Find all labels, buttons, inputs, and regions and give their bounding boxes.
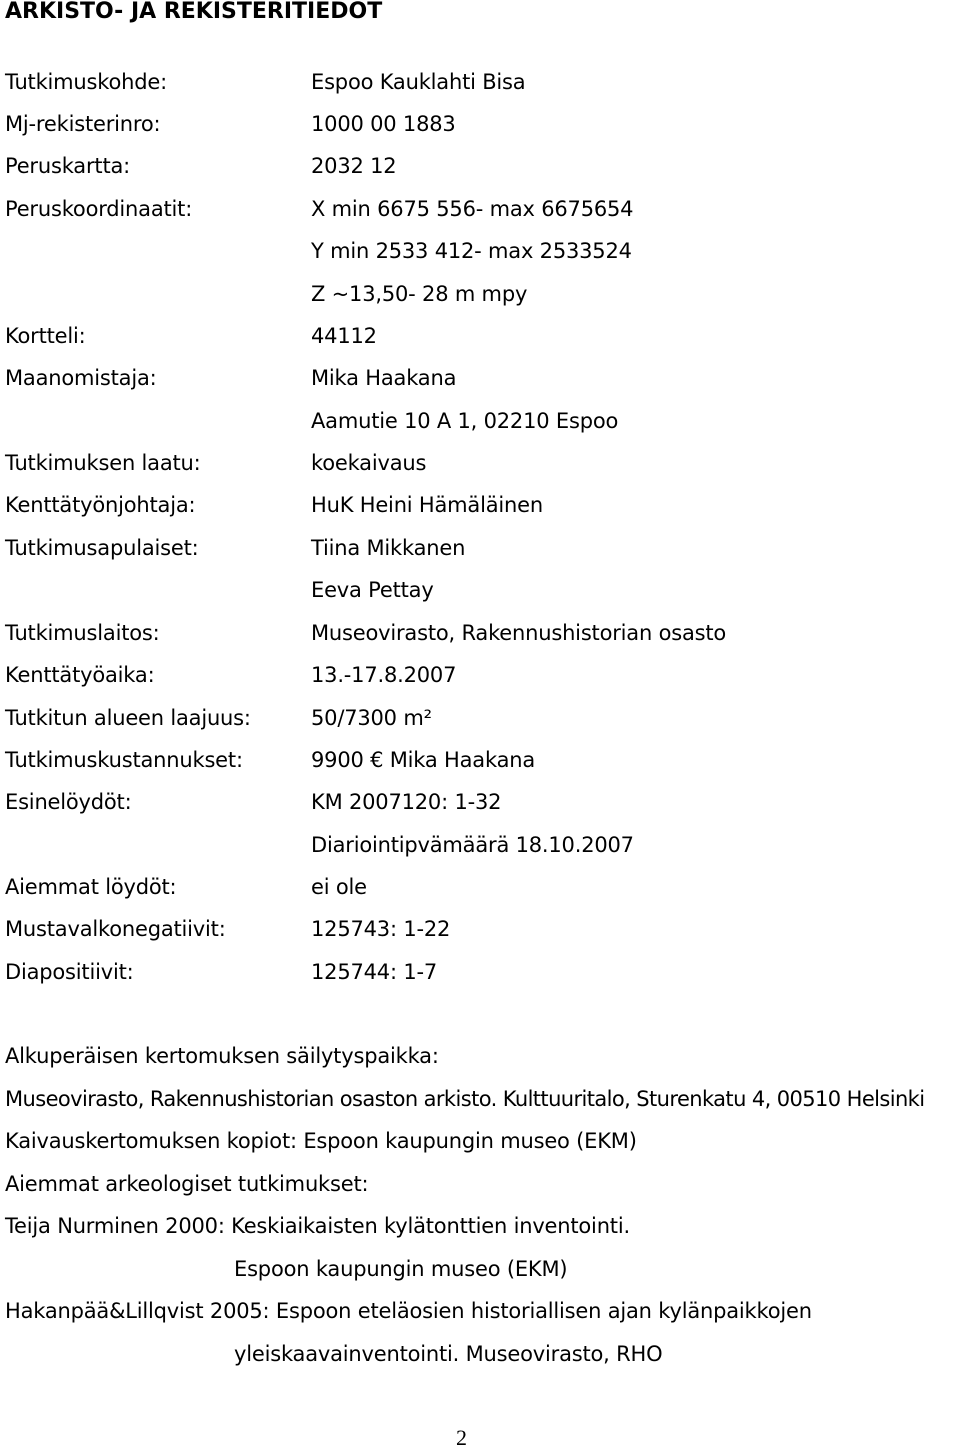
previous-research-entry-1-publisher: Espoon kaupungin museo (EKM) <box>234 1257 568 1281</box>
label-esineloydot: Esinelöydöt: <box>5 790 132 814</box>
value-tutkimusapulainen-1: Tiina Mikkanen <box>311 536 466 560</box>
value-esineloydot-km: KM 2007120: 1-32 <box>311 790 502 814</box>
value-kenttatyoaika: 13.-17.8.2007 <box>311 663 457 687</box>
value-mustavalkonegatiivit: 125743: 1-22 <box>311 917 451 941</box>
page-title: ARKISTO- JA REKISTERITIEDOT <box>5 0 383 24</box>
archive-location: Museovirasto, Rakennushistorian osaston arkisto. Kulttuuritalo, Sturenkatu 4, 00510 Helsinki <box>5 1087 925 1111</box>
label-kenttatyoaika: Kenttätyöaika: <box>5 663 155 687</box>
label-kenttatyonjohtaja: Kenttätyönjohtaja: <box>5 493 196 517</box>
archive-copies: Kaivauskertomuksen kopiot: Espoon kaupungin museo (EKM) <box>5 1129 637 1153</box>
label-tutkimuslaitos: Tutkimuslaitos: <box>5 621 160 645</box>
label-peruskoordinaatit: Peruskoordinaatit: <box>5 197 193 221</box>
label-laajuus: Tutkitun alueen laajuus: <box>5 706 251 730</box>
previous-research-entry-1: Teija Nurminen 2000: Keskiaikaisten kylätonttien inventointi. <box>5 1214 630 1238</box>
value-coord-z: Z ~13,50- 28 m mpy <box>311 282 528 306</box>
previous-research-entry-2: Hakanpää&Lillqvist 2005: Espoon eteläosien historiallisen ajan kylänpaikkojen <box>5 1299 812 1323</box>
previous-research-heading: Aiemmat arkeologiset tutkimukset: <box>5 1172 369 1196</box>
label-tutkimusapulaiset: Tutkimusapulaiset: <box>5 536 199 560</box>
value-peruskartta: 2032 12 <box>311 154 397 178</box>
label-aiemmat-loydot: Aiemmat löydöt: <box>5 875 177 899</box>
label-mustavalkonegatiivit: Mustavalkonegatiivit: <box>5 917 226 941</box>
label-diapositiivit: Diapositiivit: <box>5 960 134 984</box>
value-kortteli: 44112 <box>311 324 377 348</box>
value-mj-rekisterinro: 1000 00 1883 <box>311 112 456 136</box>
value-esineloydot-diariointi: Diariointipvämäärä 18.10.2007 <box>311 833 634 857</box>
value-maanomistaja-name: Mika Haakana <box>311 366 457 390</box>
value-maanomistaja-address: Aamutie 10 A 1, 02210 Espoo <box>311 409 619 433</box>
label-maanomistaja: Maanomistaja: <box>5 366 157 390</box>
value-diapositiivit: 125744: 1-7 <box>311 960 438 984</box>
label-peruskartta: Peruskartta: <box>5 154 131 178</box>
value-tutkimuskohde: Espoo Kauklahti Bisa <box>311 70 526 94</box>
label-kustannukset: Tutkimuskustannukset: <box>5 748 243 772</box>
value-coord-x: X min 6675 556- max 6675654 <box>311 197 634 221</box>
label-tutkimuksen-laatu: Tutkimuksen laatu: <box>5 451 201 475</box>
label-kortteli: Kortteli: <box>5 324 86 348</box>
value-laajuus: 50/7300 m² <box>311 706 432 730</box>
page-number: 2 <box>456 1425 467 1450</box>
value-kustannukset: 9900 € Mika Haakana <box>311 748 536 772</box>
value-tutkimusapulainen-2: Eeva Pettay <box>311 578 434 602</box>
value-coord-y: Y min 2533 412- max 2533524 <box>311 239 632 263</box>
value-aiemmat-loydot: ei ole <box>311 875 367 899</box>
value-kenttatyonjohtaja: HuK Heini Hämäläinen <box>311 493 543 517</box>
previous-research-entry-2-cont: yleiskaavainventointi. Museovirasto, RHO <box>234 1342 663 1366</box>
label-mj-rekisterinro: Mj-rekisterinro: <box>5 112 161 136</box>
label-tutkimuskohde: Tutkimuskohde: <box>5 70 167 94</box>
value-tutkimuslaitos: Museovirasto, Rakennushistorian osasto <box>311 621 727 645</box>
value-tutkimuksen-laatu: koekaivaus <box>311 451 427 475</box>
archive-heading: Alkuperäisen kertomuksen säilytyspaikka: <box>5 1044 439 1068</box>
